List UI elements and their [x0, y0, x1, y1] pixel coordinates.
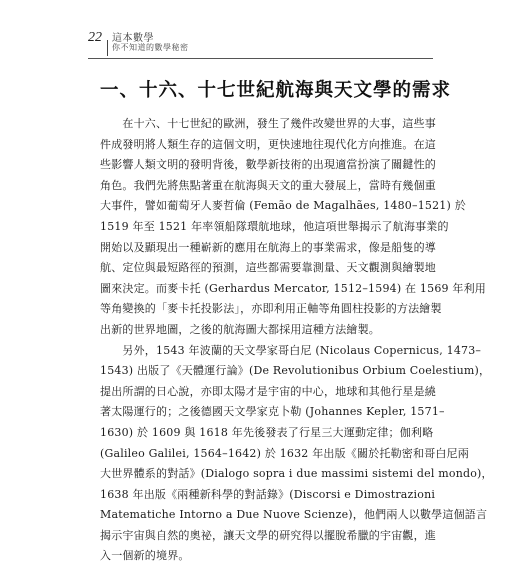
text-line: 著太陽運行的；之後德國天文學家克卜勒 (Johannes Kepler, 1571– [100, 405, 445, 419]
page-number: 22 [88, 30, 102, 45]
text-line: 等角變換的「麥卡托投影法」，亦即利用正軸等角圓柱投影的方法繪製 [100, 302, 442, 316]
text-line: 1543) 出版了《天體運行論》(De Revolutionibus Orbium Coelestium)， [100, 364, 491, 378]
text-line: 1630) 於 1609 與 1618 年先後發表了行星三大運動定律；伽利略 [100, 425, 434, 439]
header-rule-line [88, 58, 433, 59]
section-heading: 一、十六、十七世紀航海與天文學的需求 [100, 80, 452, 101]
text-line: 入一個新的境界。 [100, 549, 190, 563]
text-line: 航、定位與最短路徑的預測，這些都需要靠測量、天文觀測與繪製地 [100, 261, 436, 275]
text-line: 開始以及顯現出一種嶄新的應用在航海上的事業需求，像是船隻的導 [100, 240, 436, 254]
text-line: 在十六、十七世紀的歐洲，發生了幾件改變世界的大事，這些事 [100, 117, 436, 130]
series-title: 這本數學 [112, 33, 154, 44]
text-line: 件成發明將人類生存的這個文明，更快速地往現代化方向推進。在這 [100, 137, 436, 151]
text-line: 角色。我們先將焦點著重在航海與天文的重大發展上，當時有幾個重 [100, 178, 436, 192]
text-line: (Galileo Galilei, 1564–1642) 於 1632 年出版《關於托勒密和哥白尼兩 [100, 446, 470, 460]
text-line: 大世界體系的對話》(Dialogo sopra i due massimi sistemi del mondo)， [100, 467, 493, 481]
text-line: Matematiche Intorno a Due Nuove Scienze)，他們兩人以數學這個語言 [100, 508, 488, 522]
header-divider [107, 40, 108, 56]
text-line: 圖來決定。而麥卡托 (Gerhardus Mercator, 1512–1594) 在 1569 年利用 [100, 281, 487, 295]
book-title: 你不知道的數學秘密 [112, 43, 189, 52]
text-line: 另外，1543 年波蘭的天文學家哥白尼 (Nicolaus Copernicus, 1473– [100, 343, 482, 357]
text-line: 出新的世界地圖，之後的航海圖大都採用這種方法繪製。 [100, 322, 380, 336]
text-line: 大事件，譬如葡萄牙人麥哲倫 (Femão de Magalhães, 1480–1521) 於 [100, 199, 466, 213]
text-line: 1519 年至 1521 年率領船隊環航地球，他這項世舉揭示了航海事業的 [100, 219, 449, 233]
body-text [100, 114, 493, 567]
text-line: 1638 年出版《兩種新科學的對話錄》(Discorsi e Dimostrazioni [100, 487, 436, 501]
text-line: 些影響人類文明的發明背後，數學新技術的出現適當扮演了關鍵性的 [100, 158, 436, 172]
text-line: 揭示宇宙與自然的奧祕，讓天文學的研究得以擺脫希臘的宇宙觀，進 [100, 528, 436, 542]
running-header [88, 28, 428, 58]
text-line: 提出所謂的日心說，亦即太陽才是宇宙的中心，地球和其他行星是繞 [100, 384, 436, 398]
